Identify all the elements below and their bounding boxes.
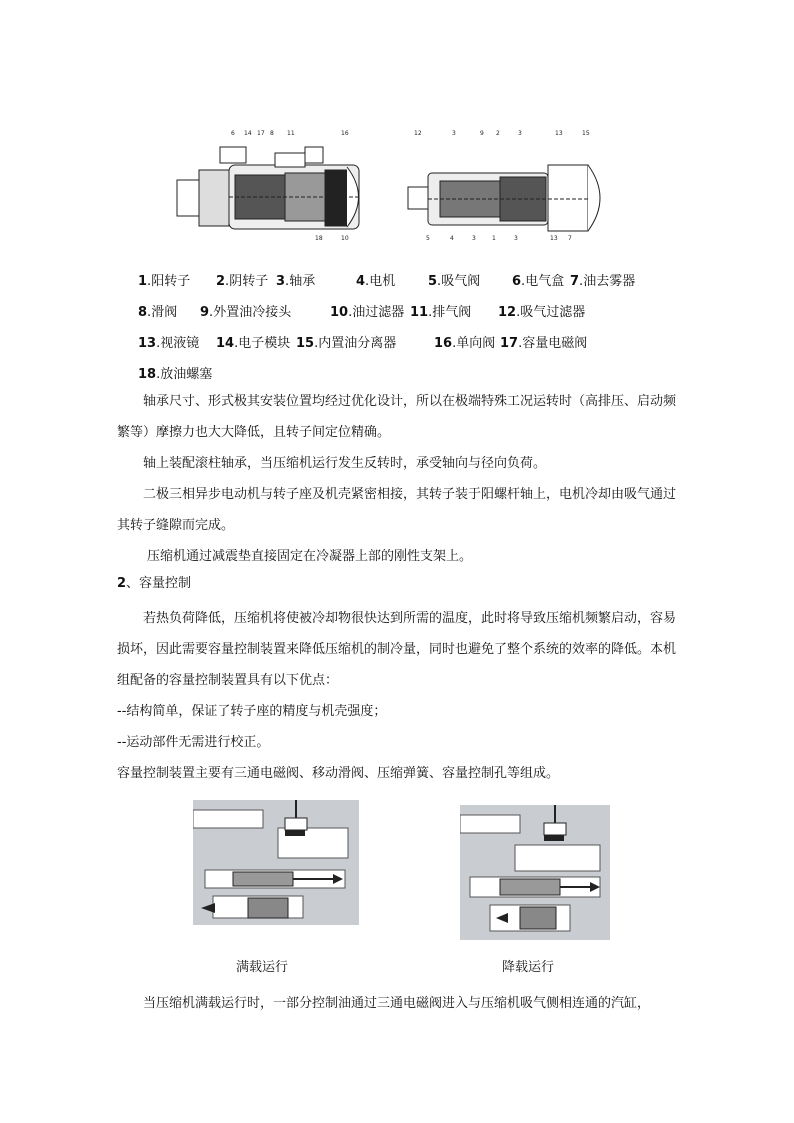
fig1-callout-label: 11 bbox=[287, 130, 295, 137]
fig2-callout-label: 2 bbox=[496, 130, 500, 137]
fig1-callout-label: 18 bbox=[315, 235, 323, 242]
fig2-callout-label: 3 bbox=[472, 235, 476, 242]
fig1-callout-label: 17 bbox=[257, 130, 265, 137]
compressor-section-figure-right bbox=[400, 125, 615, 245]
compressor-section-figure-left bbox=[165, 125, 380, 245]
paragraph-bearing: 轴承尺寸、形式极其安装位置均经过优化设计，所以在极端特殊工况运转时（高排压、启动频繁等）摩擦力也大大降低，且转子间定位精确。 bbox=[117, 394, 677, 440]
paragraph-components: 容量控制装置主要有三通电磁阀、移动滑阀、压缩弹簧、容量控制孔等组成。 bbox=[117, 766, 560, 781]
fig2-callout-label: 3 bbox=[452, 130, 456, 137]
partial-load-diagram bbox=[460, 805, 610, 940]
fig2-callout-label: 1 bbox=[492, 235, 496, 242]
paragraph-advantage-2: --运动部件无需进行校正。 bbox=[117, 735, 270, 750]
fig1-callout-label: 14 bbox=[244, 130, 252, 137]
paragraph-advantage-1: --结构简单，保证了转子座的精度与机壳强度； bbox=[117, 704, 387, 719]
paragraph-mounting: 压缩机通过减震垫直接固定在冷凝器上部的刚性支架上。 bbox=[147, 549, 473, 564]
fig2-callout-label: 5 bbox=[426, 235, 430, 242]
fig2-callout-label: 3 bbox=[514, 235, 518, 242]
caption-full-load: 满载运行 bbox=[236, 960, 289, 975]
fig2-callout-label: 15 bbox=[582, 130, 590, 137]
fig2-callout-label: 4 bbox=[450, 235, 454, 242]
fig1-callout-label: 10 bbox=[341, 235, 349, 242]
paragraph-motor: 二极三相异步电动机与转子座及机壳紧密相接，其转子装于阳螺杆轴上，电机冷却由吸气通过其转子缝隙而完成。 bbox=[117, 487, 677, 533]
paragraph-roller-bearing: 轴上装配滚柱轴承，当压缩机运行发生反转时，承受轴向与径向负荷。 bbox=[143, 456, 547, 471]
fig2-callout-label: 12 bbox=[414, 130, 422, 137]
fig2-callout-label: 9 bbox=[480, 130, 484, 137]
section-heading-capacity-control: 2、容量控制 bbox=[117, 576, 192, 591]
fig2-callout-label: 13 bbox=[550, 235, 558, 242]
fig1-callout-label: 8 bbox=[270, 130, 274, 137]
fig2-callout-label: 7 bbox=[568, 235, 572, 242]
caption-partial-load: 降载运行 bbox=[502, 960, 555, 975]
paragraph-full-load-operation: 当压缩机满载运行时，一部分控制油通过三通电磁阀进入与压缩机吸气侧相连通的汽缸， bbox=[143, 996, 651, 1011]
paragraph-capacity-intro: 若热负荷降低，压缩机将使被冷却物很快达到所需的温度，此时将导致压缩机频繁启动，容易损坏，因此需要容量控制装置来降低压缩机的制冷量，同时也避免了整个系统的效率的降低。本机组配备的容量控制装置具有以下优点： bbox=[117, 611, 677, 688]
full-load-diagram bbox=[193, 800, 359, 925]
fig1-callout-label: 16 bbox=[341, 130, 349, 137]
fig2-callout-label: 13 bbox=[555, 130, 563, 137]
fig1-callout-label: 6 bbox=[231, 130, 235, 137]
fig2-callout-label: 3 bbox=[518, 130, 522, 137]
